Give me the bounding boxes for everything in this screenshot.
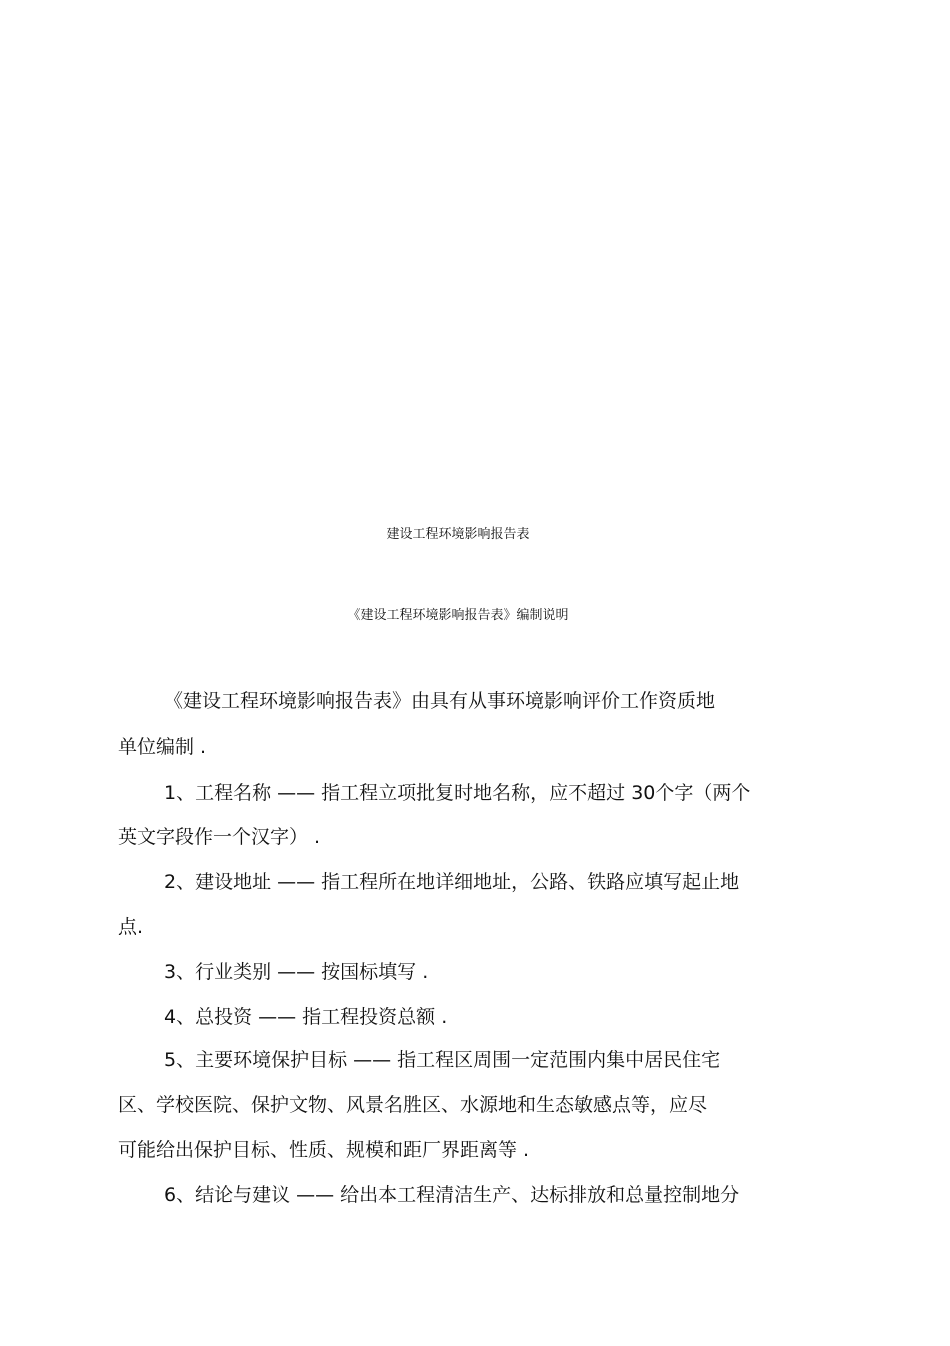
paragraph-line: 4、总投资 —— 指工程投资总额 .: [164, 1006, 448, 1028]
paragraph-line: 2、建设地址 —— 指工程所在地详细地址，公路、铁路应填写起止地: [164, 871, 740, 893]
document-title: 建设工程环境影响报告表: [386, 527, 530, 542]
paragraph-line: 6、结论与建议 —— 给出本工程清洁生产、达标排放和总量控制地分: [164, 1184, 740, 1206]
document-subtitle: 《建设工程环境影响报告表》编制说明: [347, 608, 569, 623]
paragraph-line: 英文字段作一个汉字） .: [118, 826, 321, 848]
paragraph-line: 3、行业类别 —— 按国标填写 .: [164, 961, 429, 983]
paragraph-line: 单位编制 .: [118, 736, 207, 758]
paragraph-line: 5、主要环境保护目标 —— 指工程区周围一定范围内集中居民住宅: [164, 1049, 721, 1071]
paragraph-line: 1、工程名称 —— 指工程立项批复时地名称，应不超过 30个字（两个: [164, 782, 751, 804]
paragraph-line: 《建设工程环境影响报告表》由具有从事环境影响评价工作资质地: [164, 690, 716, 712]
paragraph-line: 区、学校医院、保护文物、风景名胜区、水源地和生态敏感点等，应尽: [118, 1094, 708, 1116]
paragraph-line: 点.: [118, 916, 144, 938]
paragraph-line: 可能给出保护目标、性质、规模和距厂界距离等 .: [118, 1139, 530, 1161]
